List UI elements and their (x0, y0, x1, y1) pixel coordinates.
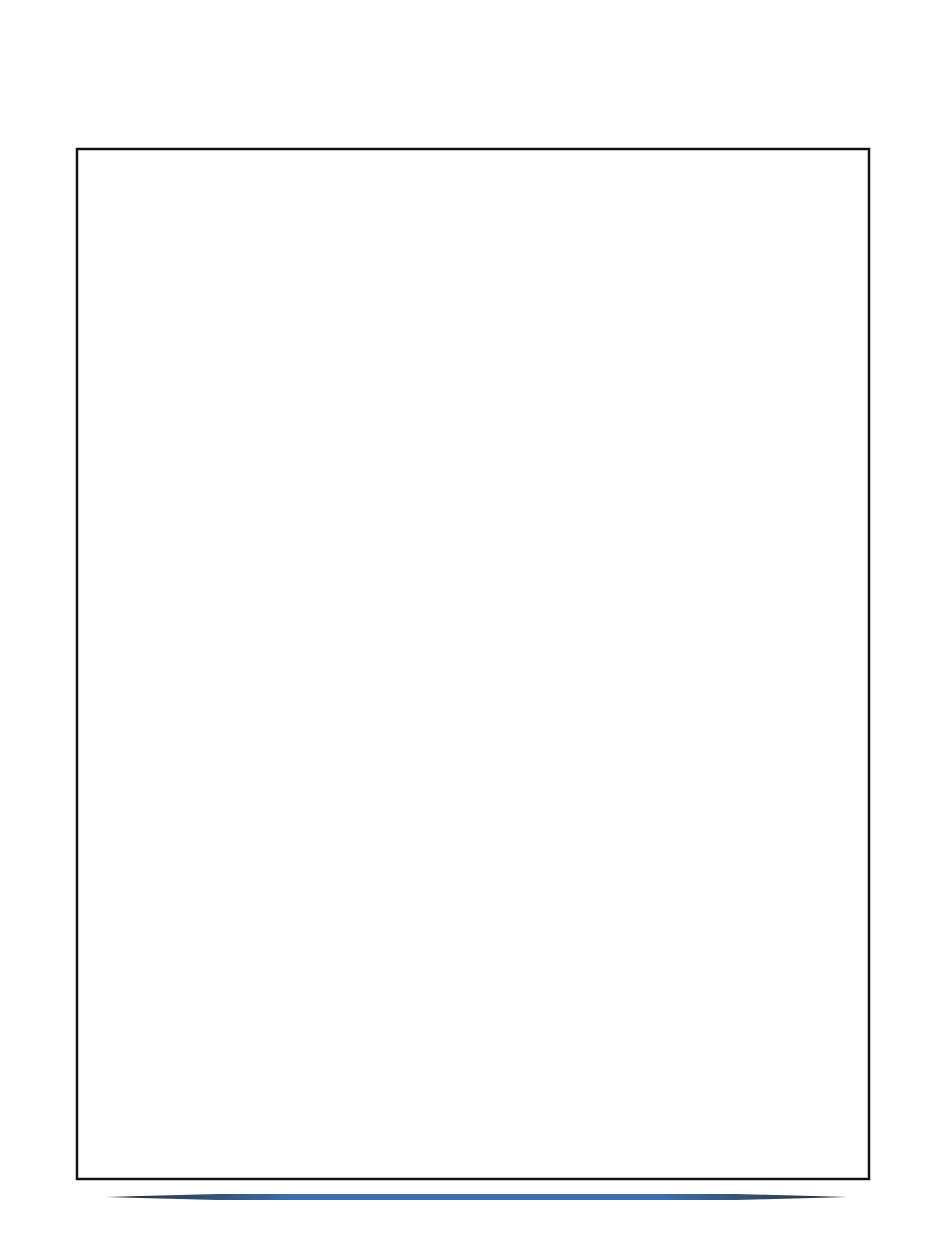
table-frame (77, 149, 869, 1179)
footer-rule (106, 1194, 848, 1200)
